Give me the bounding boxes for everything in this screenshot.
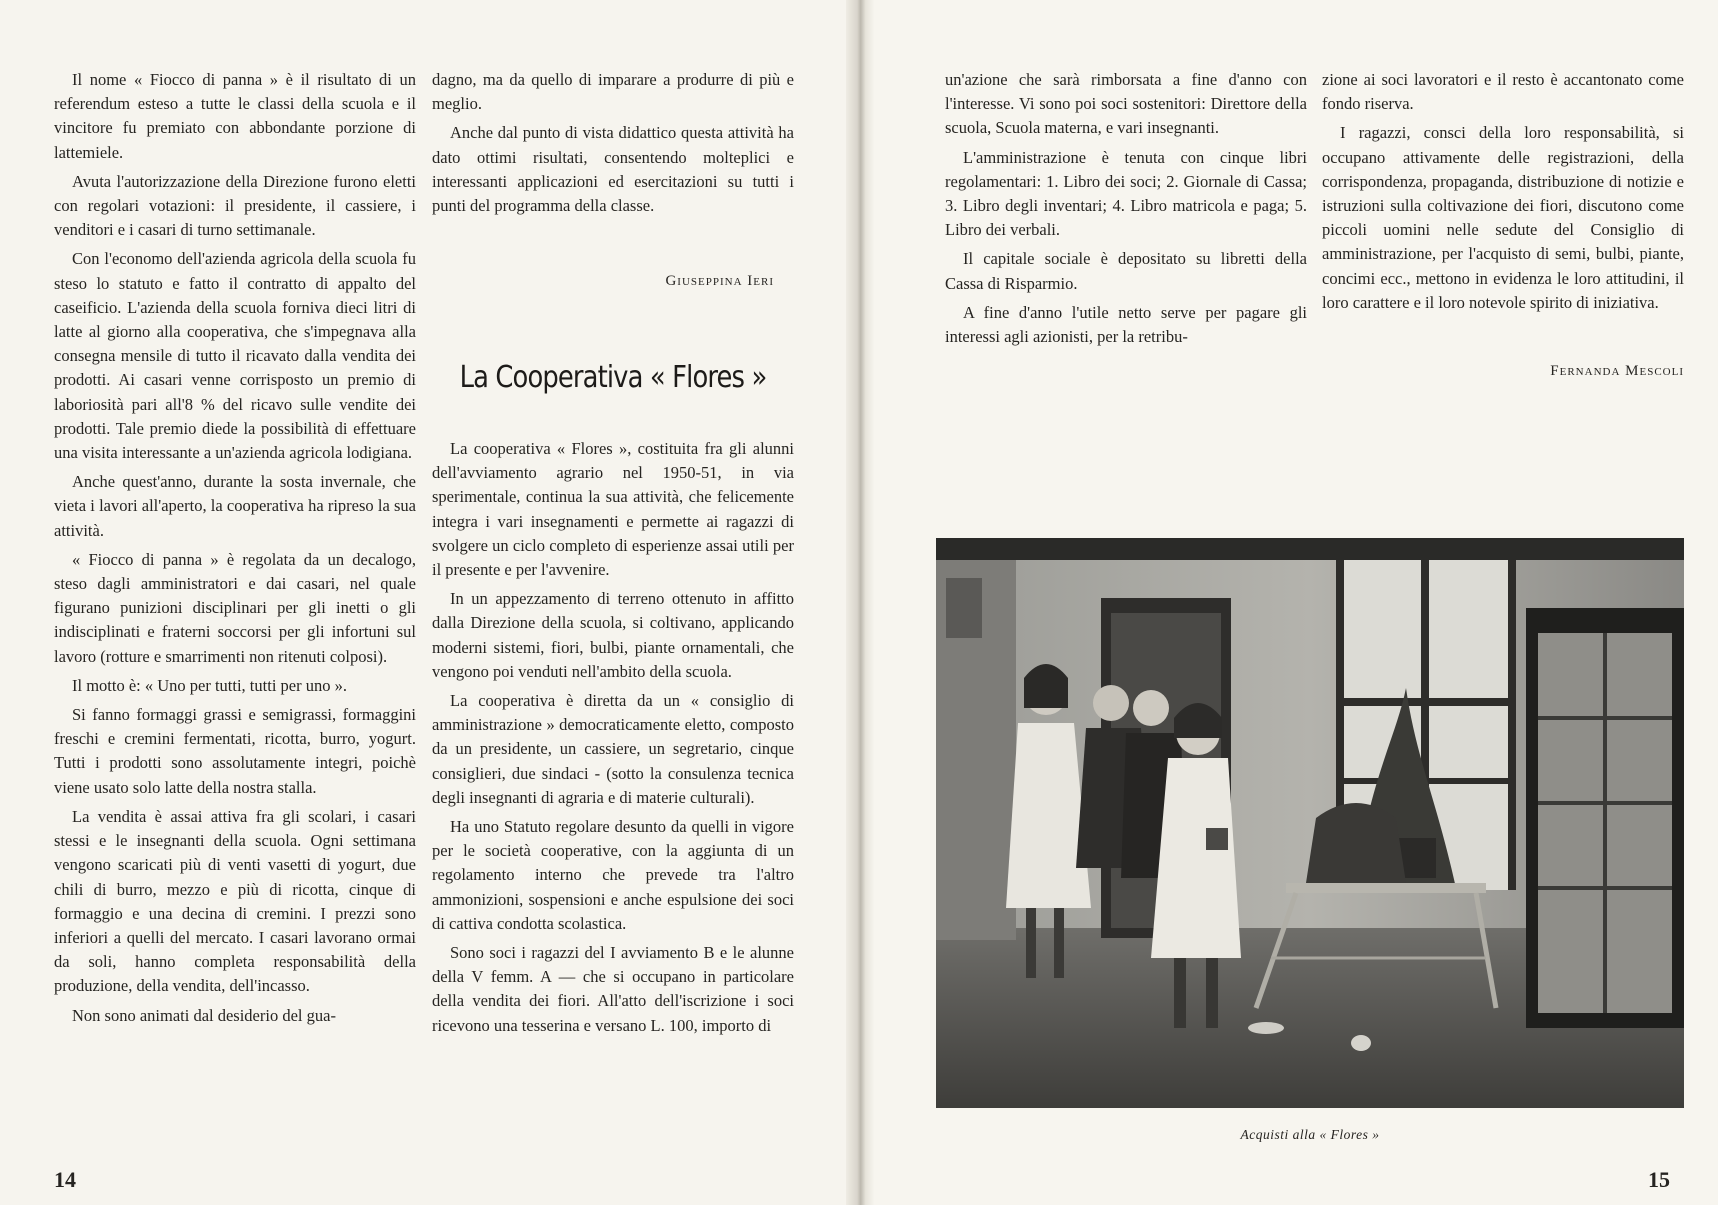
right-column-2 bbox=[1322, 68, 1684, 315]
paragraph: Non sono animati dal desiderio del gua- bbox=[72, 1005, 336, 1025]
paragraph: « Fiocco di panna » è regolata da un decalogo, steso dagli amministratori e dai casari, nel quale figurano punizioni disciplinari per gli inetti o gli indisciplinati e fraterni soccorsi per gli infortuni sul lavoro (rotture e smarrimenti non ritenuti colposi). bbox=[54, 549, 416, 666]
page-number: 14 bbox=[54, 1167, 76, 1192]
paragraph: Avuta l'autorizzazione della Direzione furono eletti con regolari votazioni: il presidente, il cassiere, i venditori e i casari di turno settimanale. bbox=[54, 171, 416, 240]
left-column-2-top bbox=[432, 68, 794, 218]
paragraph: La cooperativa « Flores », costituita fra gli alunni dell'avviamento agrario nel 1950-51, in via sperimentale, continua la sua attività, che felicemente integra i vari insegnamenti e permette ai ragazzi di svolgere un ciclo completo di esperienze assai utili per il presente e per l'avvenire. bbox=[432, 439, 794, 580]
paragraph: L'amministrazione è tenuta con cinque libri regolamentari: 1. Libro dei soci; 2. Giornale di Cassa; 3. Libro degli inventari; 4. Libro matricola e paga; 5. Libro dei verbali. bbox=[945, 147, 1307, 240]
paragraph: Ha uno Statuto regolare desunto da quelli in vigore per le società cooperative, con la aggiunta di un regolamento interno che prevede tra l'altro ammonizioni, sospensioni e anche espulsione dei soci di cattiva condotta scolastica. bbox=[432, 817, 794, 933]
paragraph: Anche dal punto di vista didattico questa attività ha dato ottimi risultati, consentendo molteplici e interessanti applicazioni ed esercitazioni su tutti i punti del programma della classe. bbox=[432, 123, 794, 216]
page-number: 15 bbox=[1648, 1167, 1670, 1192]
paragraph: I ragazzi, consci della loro responsabilità, si occupano attivamente delle registrazioni, della corrispondenza, propaganda, distribuzione di notizie e istruzioni sulla coltivazione dei fiori, discutono come piccoli uomini nelle sedute del Consiglio di amministrazione, per l'acquisto di semi, bulbi, piante, concimi ecc., mettono in evidenza le loro attitudini, il loro carattere e il loro notevole spirito di iniziativa. bbox=[1322, 123, 1684, 312]
paragraph: A fine d'anno l'utile netto serve per pagare gli interessi agli azionisti, per la retribu- bbox=[945, 302, 1307, 347]
left-page bbox=[0, 0, 858, 1205]
paragraph: In un appezzamento di terreno ottenuto in affitto dalla Direzione della scuola, si coltivano, applicando moderni sistemi, fiori, bulbi, piante ornamentali, che vengono poi venduti nell'ambito della scuola. bbox=[432, 589, 794, 681]
paragraph: La vendita è assai attiva fra gli scolari, i casari stessi e le insegnanti della scuola. Ogni settimana vengono scaricati più di venti vasetti di yogurt, due chili di burro, mezzo e più di ricotta, cinque di formaggio e una decina di cremini. I prezzi sono inferiori a quelli del mercato. I casari lavorano ormai da soli, hanno completa responsabilità della produzione, della vendita, dell'incasso. bbox=[54, 806, 416, 996]
photo bbox=[936, 538, 1684, 1108]
left-column-2-bottom bbox=[432, 437, 794, 1038]
paragraph: Con l'economo dell'azienda agricola della scuola fu steso lo statuto e fatto il contratto di appalto del caseificio. L'azienda della scuola forniva dieci litri di latte al giorno alla cooperativa, che s'impegnava alla consegna mensile di tutto il ricavato dalla vendita dei prodotti. Ai casari venne corrisposto un premio di laboriosità pari all'8 % del ricavo sulle vendite dei prodotti. Tale premio diede la possibilità di effettuare una visita interessante a un'azienda agricola lodigiana. bbox=[54, 249, 416, 463]
paragraph: Il motto è: « Uno per tutti, tutti per uno ». bbox=[72, 675, 347, 695]
paragraph: dagno, ma da quello di imparare a produrre di più e meglio. bbox=[432, 70, 794, 114]
right-column-1 bbox=[945, 68, 1307, 349]
photo-caption: Acquisti alla « Flores » bbox=[1240, 1127, 1380, 1142]
author-signature: Fernanda Mescoli bbox=[1550, 363, 1684, 379]
right-page bbox=[860, 0, 1718, 1205]
paragraph: Anche quest'anno, durante la sosta invernale, che vieta i lavori all'aperto, la cooperativa ha ripreso la sua attività. bbox=[54, 472, 416, 540]
classroom-photo bbox=[936, 538, 1684, 1108]
paragraph: Sono soci i ragazzi del I avviamento B e le alunne della V femm. A — che si occupano in particolare della vendita dei fiori. All'atto dell'iscrizione i soci ricevono una tesserina e versano L. 100, importo di bbox=[432, 943, 794, 1035]
paragraph: Si fanno formaggi grassi e semigrassi, formaggini freschi e cremini fermentati, ricotta, burro, yogurt. Tutti i prodotti sono assolutamente integri, poichè viene usato solo latte della nostra stalla. bbox=[54, 705, 416, 797]
paragraph: un'azione che sarà rimborsata a fine d'anno con l'interesse. Vi sono poi soci sostenitori: Direttore della scuola, Scuola materna, e vari insegnanti. bbox=[945, 70, 1307, 138]
left-column-1 bbox=[54, 68, 416, 1028]
author-signature: Giuseppina Ieri bbox=[665, 273, 774, 289]
paragraph: Il capitale sociale è depositato su libretti della Cassa di Risparmio. bbox=[945, 249, 1307, 293]
book-gutter bbox=[846, 0, 874, 1205]
paragraph: La cooperativa è diretta da un « consiglio di amministrazione » democraticamente eletto, composto da un presidente, un cassiere, un segretario, cinque consiglieri, due sindaci - (sotto la consulenza tecnica degli insegnanti di agraria e di materie culturali). bbox=[432, 691, 794, 807]
paragraph: zione ai soci lavoratori e il resto è accantonato come fondo riserva. bbox=[1322, 70, 1684, 114]
article-title: La Cooperativa « Flores » bbox=[459, 360, 767, 395]
paragraph: Il nome « Fiocco di panna » è il risultato di un referendum esteso a tutte le classi della scuola e il vincitore fu premiato con abbondante porzione di lattemiele. bbox=[54, 70, 416, 162]
